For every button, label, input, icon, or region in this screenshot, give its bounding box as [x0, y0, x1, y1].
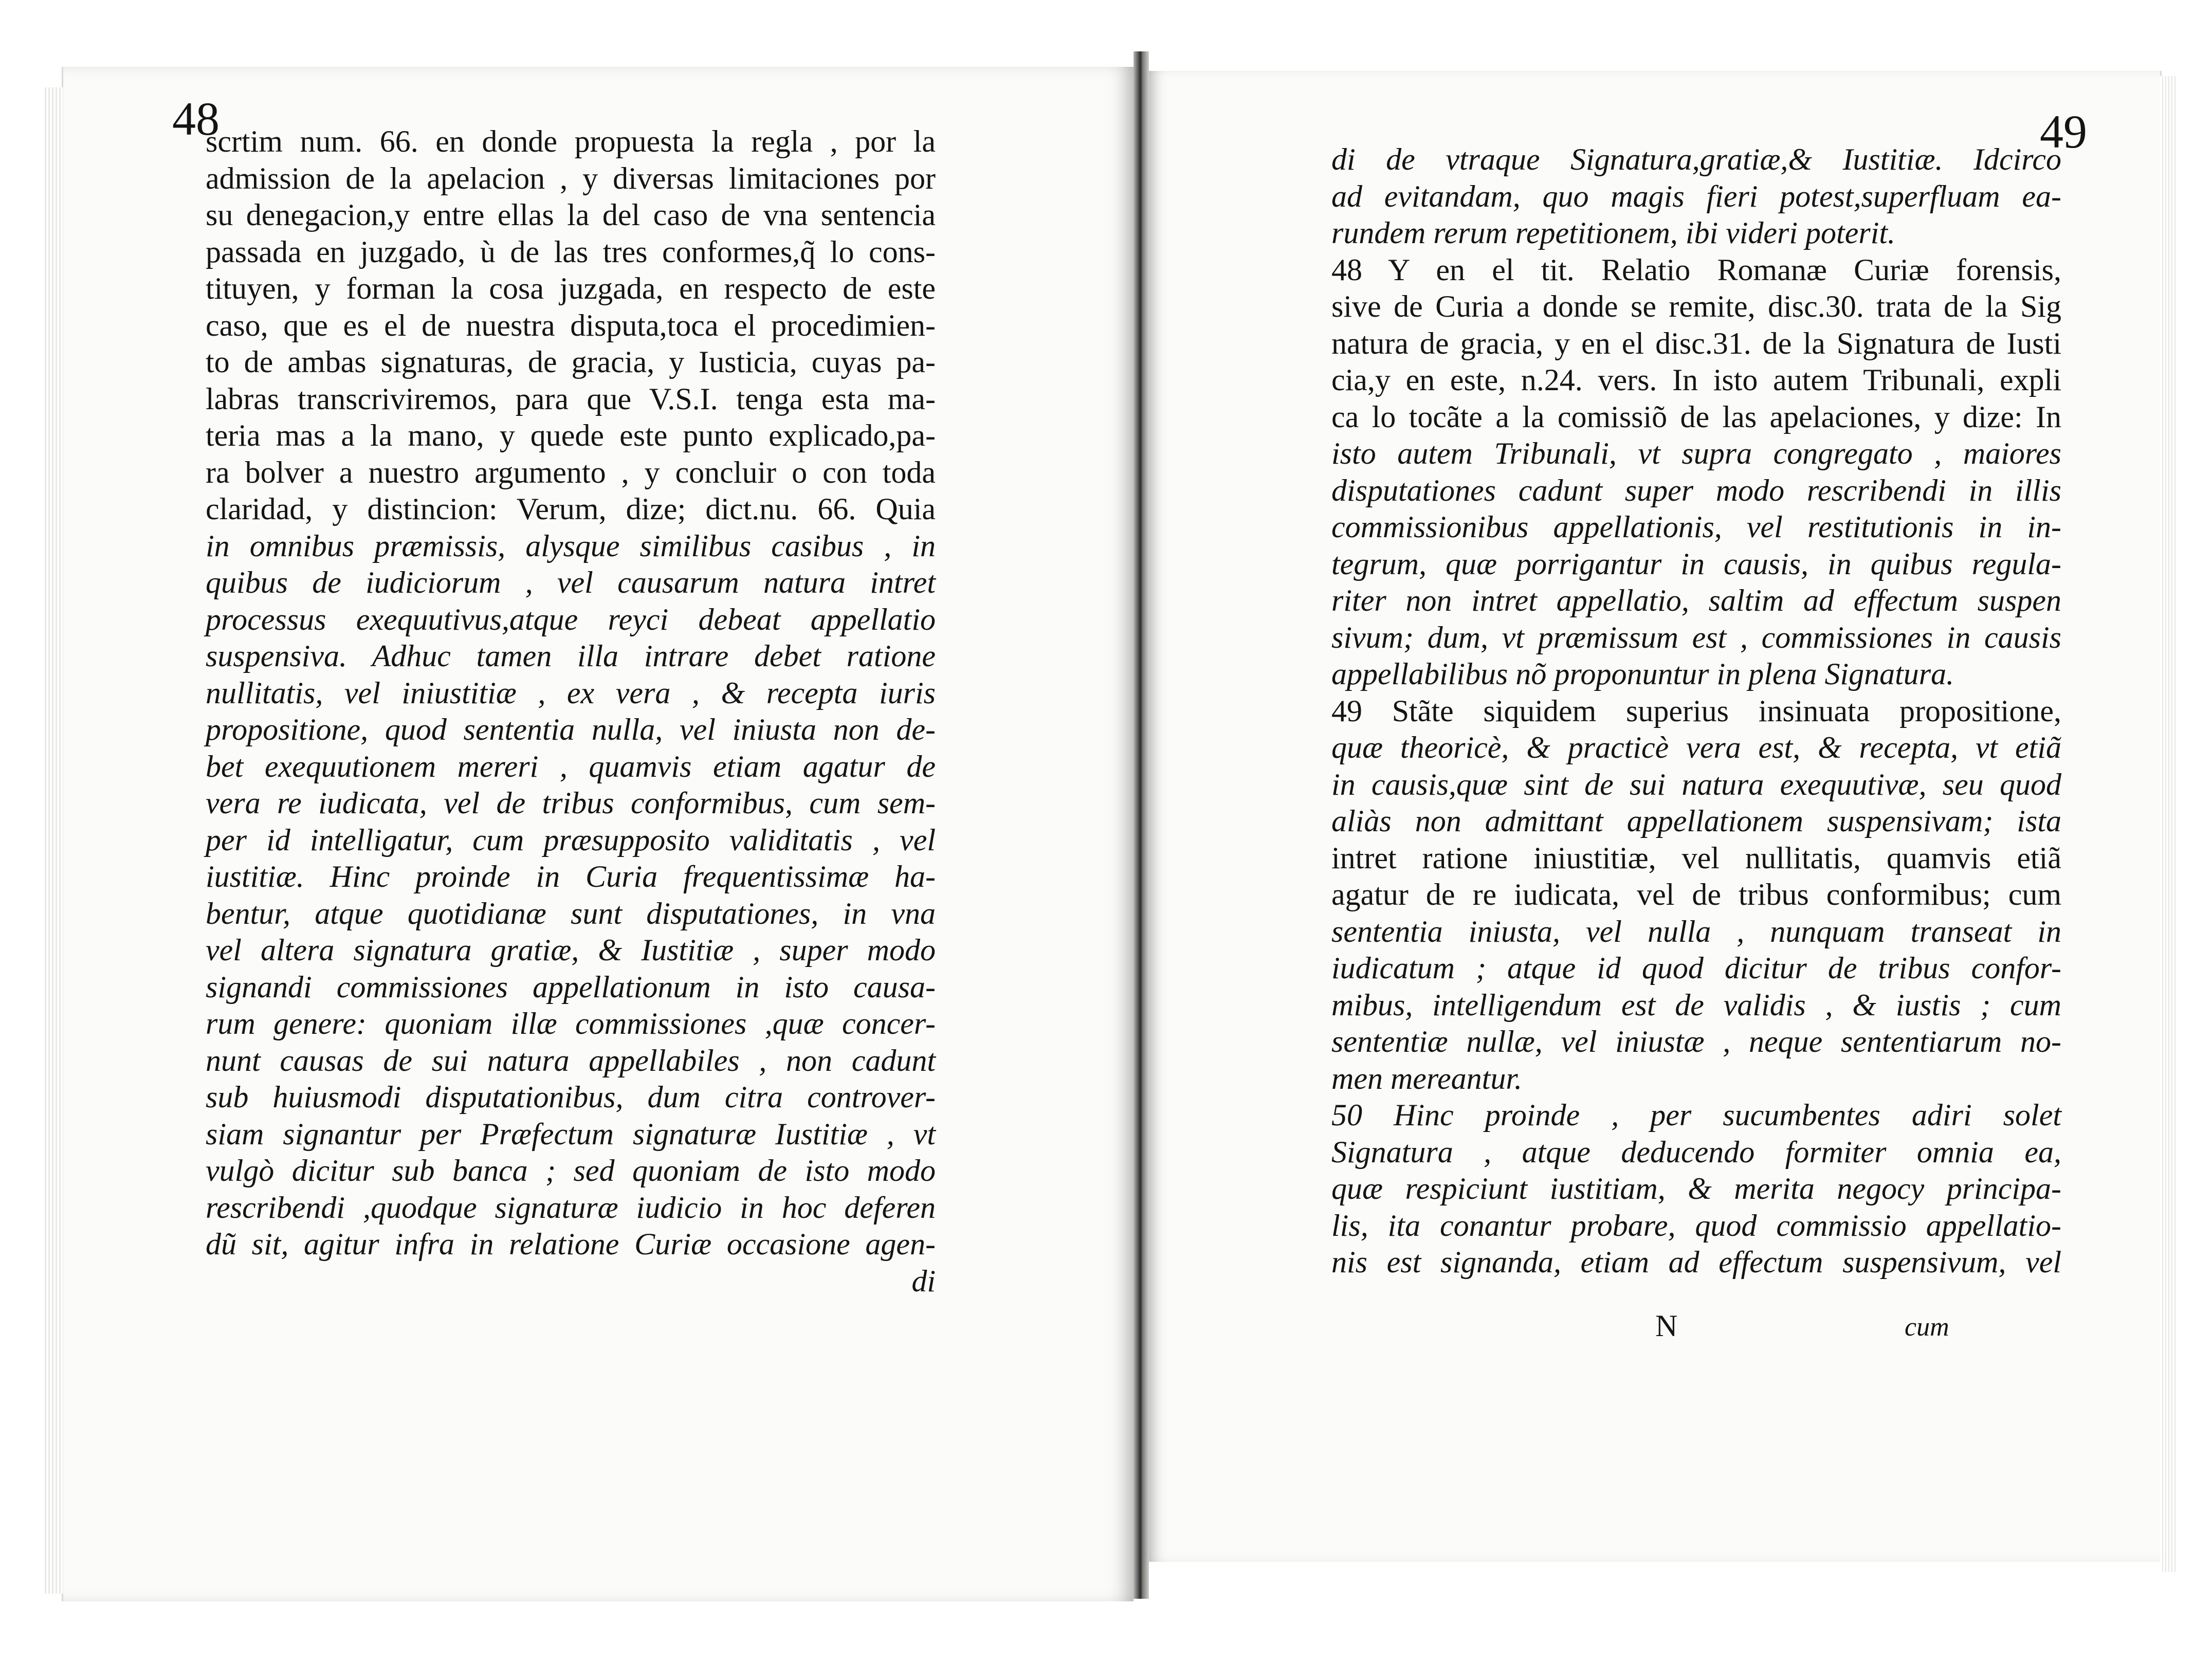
text-line: per id intelligatur, cum præsupposito validitatis , vel	[206, 823, 936, 857]
text-line: iustitiæ. Hinc proinde in Curia frequentissimæ ha-	[206, 860, 936, 893]
text-line: quibus de iudiciorum , vel causarum natura intret	[206, 565, 936, 599]
text-line: bentur, atque quotidianæ sunt disputationes, in vna	[206, 896, 936, 930]
text-line: in causis,quæ sint de sui natura exequutivæ, seu quod	[1331, 767, 2061, 801]
text-line: sub huiusmodi disputationibus, dum citra controver-	[206, 1080, 936, 1114]
text-line: processus exequutivus,atque reyci debeat appellatio	[206, 602, 936, 636]
right-catchword: cum	[1905, 1312, 1949, 1342]
text-line: tituyen, y forman la cosa juzgada, en respecto de este	[206, 271, 936, 305]
text-line: ca lo tocãte a la comissiõ de las apelaciones, y dize: In	[1331, 399, 2061, 434]
text-line: aliàs non admittant appellationem suspensivam; ista	[1331, 804, 2061, 838]
text-line: in omnibus præmissis, alysque similibus casibus , in	[206, 528, 936, 563]
text-line: nunt causas de sui natura appellabiles , non cadunt	[206, 1043, 936, 1077]
left-catchword: di	[911, 1264, 936, 1298]
text-line: ad evitandam, quo magis fieri potest,superfluam ea-	[1331, 179, 2061, 213]
text-line: rum genere: quoniam illæ commissiones ,quæ concer-	[206, 1007, 936, 1040]
text-line: Signatura , atque deducendo formiter omnia ea,	[1331, 1135, 2061, 1169]
signature-mark: N	[1655, 1309, 1678, 1343]
text-line: admission de la apelacion , y diversas limitaciones por	[206, 161, 936, 195]
text-line: 48 Y en el tit. Relatio Romanæ Curiæ forensis,	[1331, 252, 2061, 287]
text-line: vulgò dicitur sub banca ; sed quoniam de isto modo	[206, 1154, 936, 1188]
text-line: bet exequutionem mereri , quamvis etiam agatur de	[206, 749, 936, 783]
text-line: nullitatis, vel iniustitiæ , ex vera , & recepta iuris	[206, 675, 936, 710]
text-line: iudicatum ; atque id quod dicitur de tribus confor-	[1331, 951, 2061, 985]
text-line: intret ratione iniustitiæ, vel nullitatis, quamvis etiã	[1331, 841, 2061, 875]
text-line: propositione, quod sententia nulla, vel iniusta non de-	[206, 713, 936, 746]
text-line: vera re iudicata, vel de tribus conformibus, cum sem-	[206, 786, 936, 820]
text-line: agatur de re iudicata, vel de tribus conformibus; cum	[1331, 878, 2061, 911]
text-line: passada en juzgado, ù de las tres conformes,q̃ lo cons-	[206, 234, 936, 269]
text-line: quæ theoricè, & practicè vera est, & recepta, vt etiã	[1331, 730, 2061, 764]
text-line: suspensiva. Adhuc tamen illa intrare debet ratione	[206, 639, 936, 673]
text-line: 49 Stãte siquidem superius insinuata propositione,	[1331, 693, 2061, 728]
text-line: teria mas a la mano, y quede este punto explicado,pa-	[206, 418, 936, 452]
text-line: di de vtraque Signatura,gratiæ,& Iustitiæ. Idcirco	[1331, 142, 2061, 176]
text-line: signandi commissiones appellationum in isto causa-	[206, 970, 936, 1004]
text-line: men mereantur.	[1331, 1061, 1523, 1095]
text-line: labras transcriviremos, para que V.S.I. tenga esta ma-	[206, 381, 936, 416]
text-line: nis est signanda, etiam ad effectum suspensivum, vel	[1331, 1245, 2061, 1279]
right-page-text	[1331, 105, 2087, 1281]
text-line: disputationes cadunt super modo rescribendi in illis	[1331, 473, 2061, 507]
text-line: scrtim num. 66. en donde propuesta la regla , por la	[206, 124, 936, 158]
text-line: rundem rerum repetitionem, ibi videri poterit.	[1331, 216, 1896, 250]
text-line: natura de gracia, y en el disc.31. de la Signatura de Iusti	[1331, 326, 2061, 360]
text-line: mibus, intelligendum est de validis , & iustis ; cum	[1331, 988, 2061, 1022]
text-line: sententiæ nullæ, vel iniustæ , neque sententiarum no-	[1331, 1025, 2061, 1058]
text-line: vel altera signatura gratiæ, & Iustitiæ , super modo	[206, 933, 936, 967]
text-line: dũ sit, agitur infra in relatione Curiæ occasione agen-	[206, 1227, 936, 1261]
text-line: isto autem Tribunali, vt supra congregato , maiores	[1331, 436, 2061, 470]
text-line: commissionibus appellationis, vel restitutionis in in-	[1331, 510, 2061, 544]
text-line: sivum; dum, vt præmissum est , commissiones in causis	[1331, 620, 2061, 654]
text-line: sive de Curia a donde se remite, disc.30. trata de la Sig	[1331, 289, 2061, 323]
book-gutter	[1134, 51, 1149, 1599]
text-line: sententia iniusta, vel nulla , nunquam transeat in	[1331, 914, 2061, 948]
right-page-number: 49	[2040, 105, 2087, 158]
text-line: cia,y en este, n.24. vers. In isto autem Tribunali, expli	[1331, 363, 2061, 397]
text-line: su denegacion,y entre ellas la del caso de vna sentencia	[206, 198, 936, 232]
text-line: to de ambas signaturas, de gracia, y Iusticia, cuyas pa-	[206, 345, 936, 379]
text-line: caso, que es el de nuestra disputa,toca el procedimien-	[206, 308, 936, 342]
text-line: tegrum, quæ porrigantur in causis, in quibus regula-	[1331, 546, 2061, 581]
text-line: ra bolver a nuestro argumento , y concluir o con toda	[206, 455, 936, 489]
text-line: riter non intret appellatio, saltim ad effectum suspen	[1331, 583, 2061, 617]
text-line: lis, ita conantur probare, quod commissio appellatio-	[1331, 1208, 2061, 1243]
text-line: 50 Hinc proinde , per sucumbentes adiri solet	[1331, 1098, 2061, 1132]
text-line: quæ respiciunt iustitiam, & merita negocy principa-	[1331, 1172, 2061, 1206]
text-line: siam signantur per Præfectum signaturæ Iustitiæ , vt	[206, 1117, 936, 1151]
text-line: appellabilibus nõ proponuntur in plena Signatura.	[1331, 657, 1954, 691]
left-page-number: 48	[172, 93, 220, 145]
left-page-text	[206, 123, 936, 1300]
text-line: claridad, y distincion: Verum, dize; dict.nu. 66. Quia	[206, 492, 936, 526]
text-line: rescribendi ,quodque signaturæ iudicio in hoc deferen	[206, 1190, 936, 1225]
